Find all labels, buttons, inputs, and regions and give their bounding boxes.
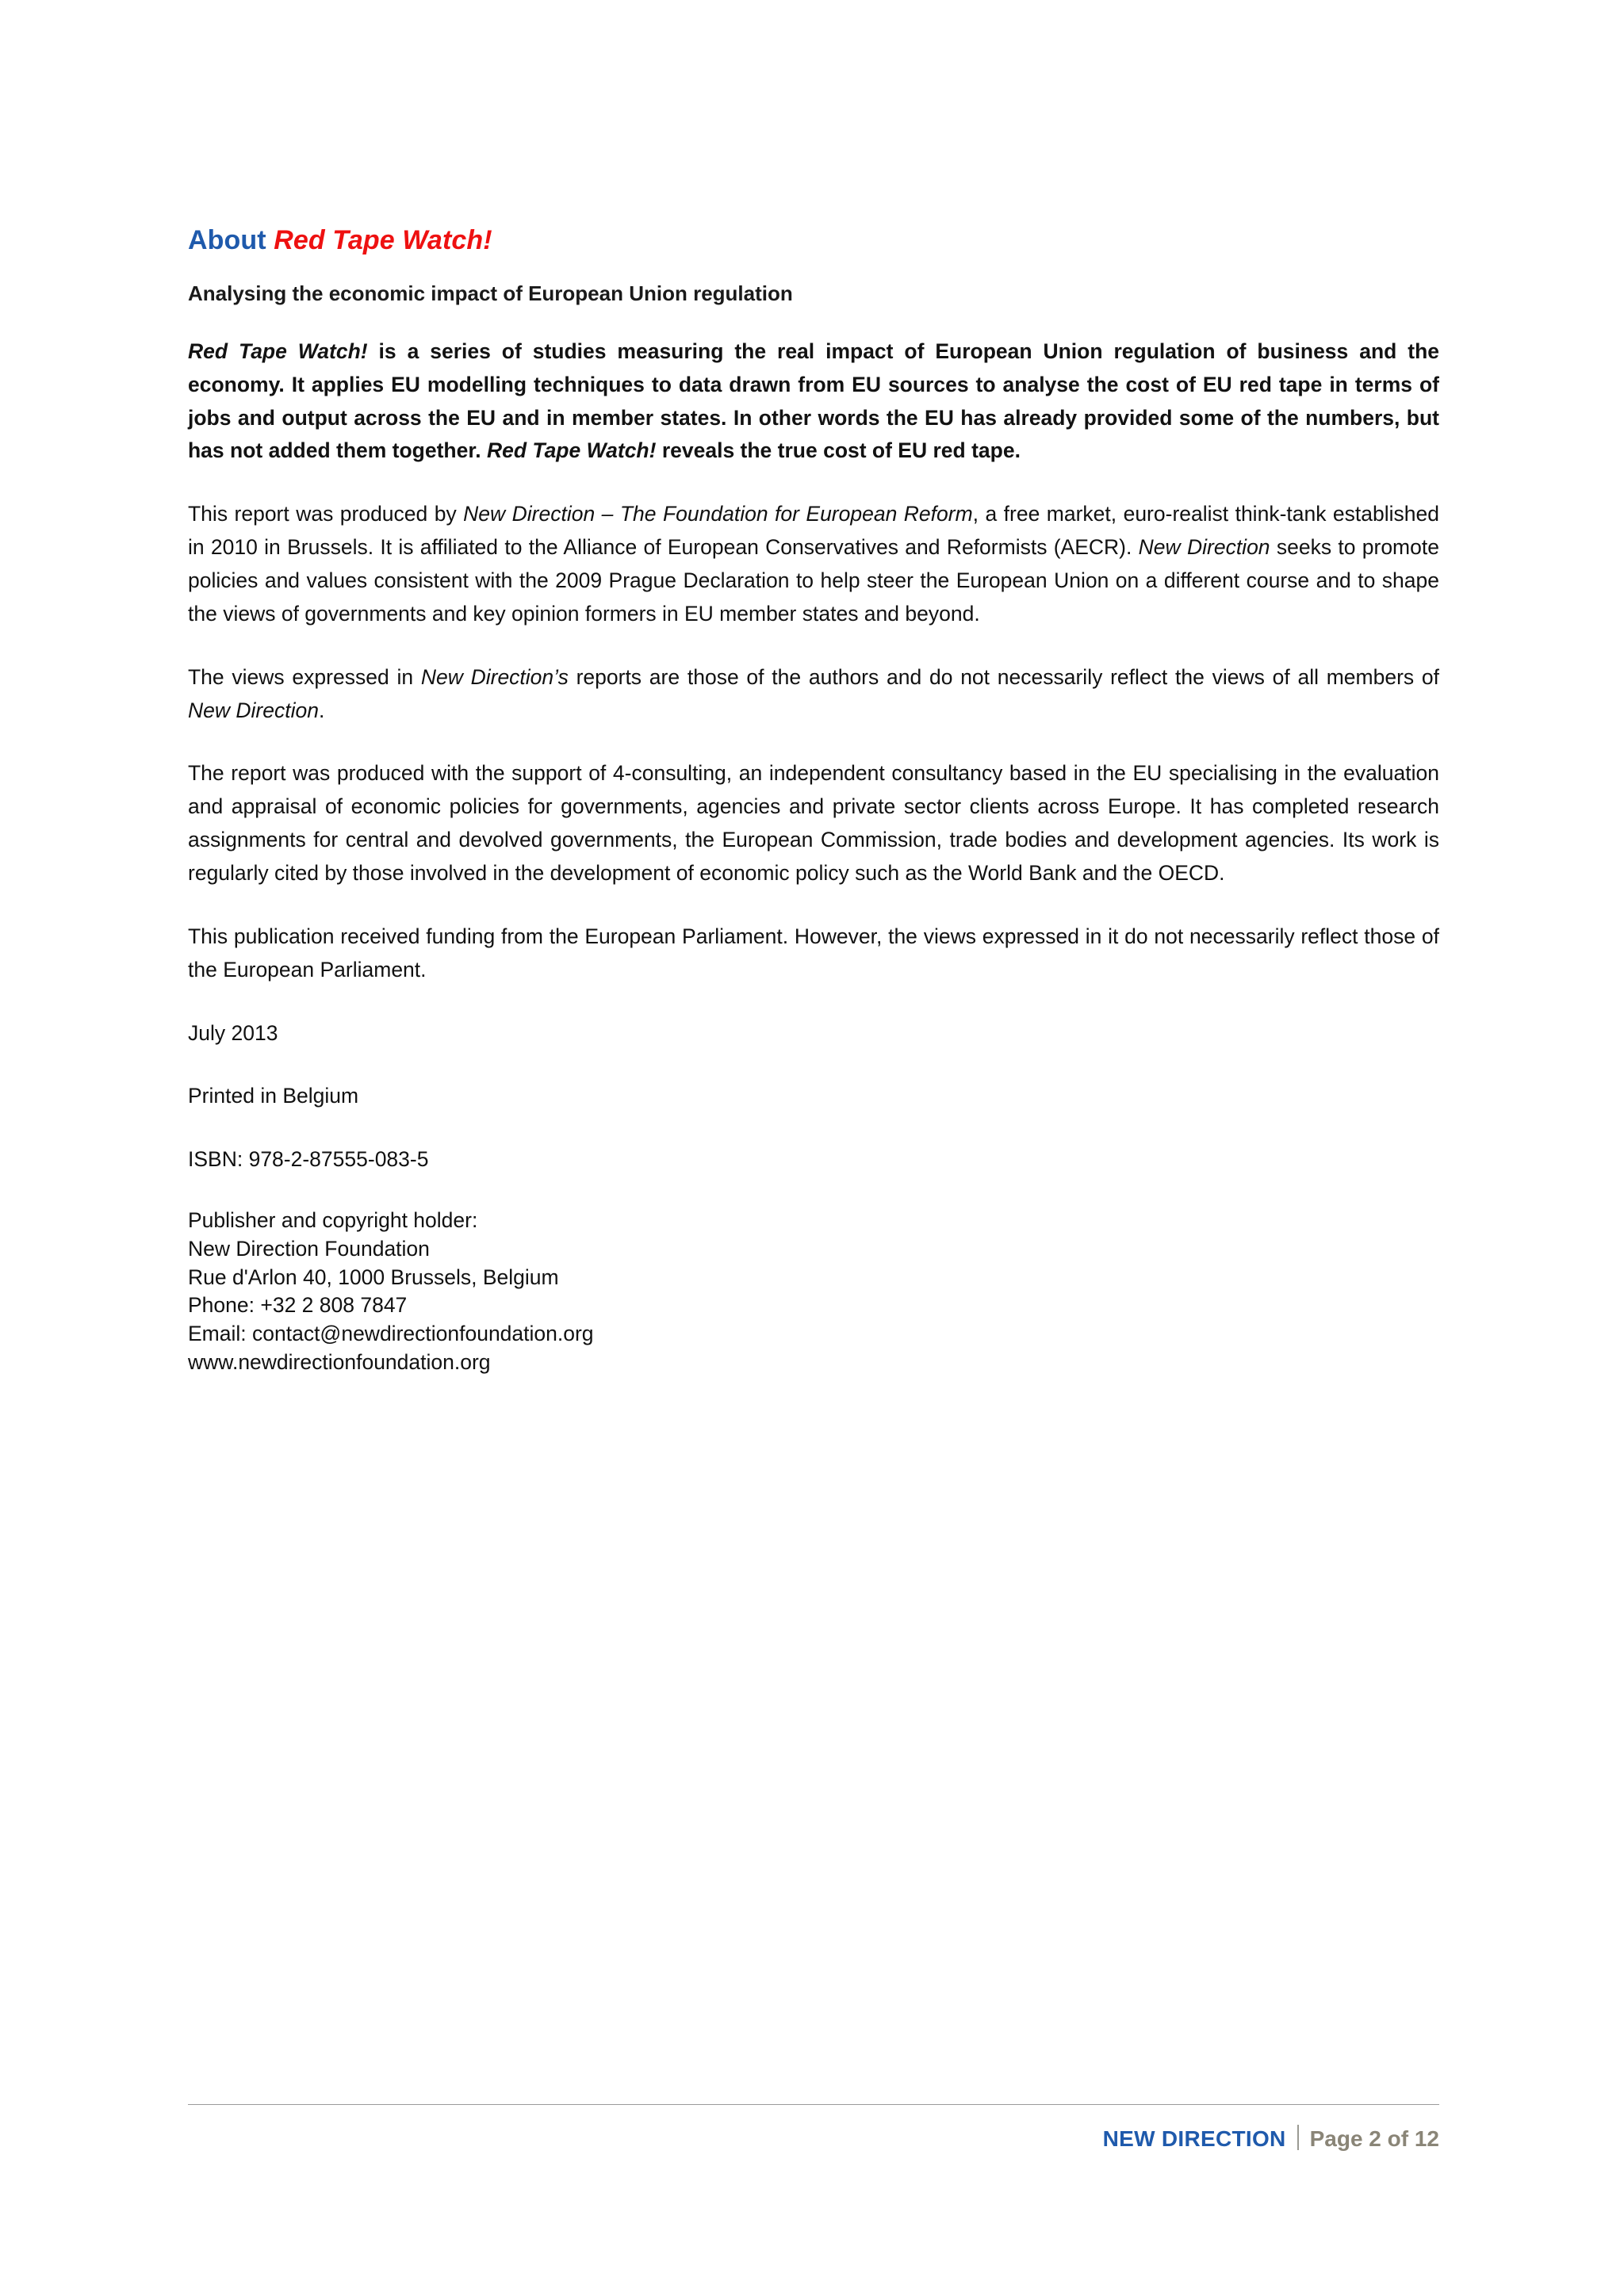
lead-emphasis-2: Red Tape Watch!	[486, 438, 657, 463]
publisher-address: Rue d'Arlon 40, 1000 Brussels, Belgium	[188, 1265, 559, 1289]
page-title-prefix: About	[188, 225, 274, 255]
publisher-heading: Publisher and copyright holder:	[188, 1208, 478, 1233]
publication-date: July 2013	[188, 1020, 278, 1045]
publisher-block	[188, 1207, 1439, 1377]
page-content	[188, 224, 1439, 1377]
isbn: ISBN: 978-2-87555-083-5	[188, 1147, 429, 1172]
footer-divider	[188, 2104, 1439, 2105]
para1-text-a: This report was produced by	[188, 502, 464, 526]
para1-text-b: , a free market, euro-realist think-tank established in 2010 in Brussels. It is affiliated to the Alliance of European Conservatives and Reformists (AECR).	[188, 502, 1439, 560]
page-footer	[188, 2104, 1439, 2152]
lead-emphasis-1: Red Tape Watch!	[188, 339, 368, 363]
printed-in: Printed in Belgium	[188, 1084, 359, 1108]
footer-separator-icon	[1297, 2125, 1299, 2150]
page-title	[188, 224, 1439, 258]
publisher-name: New Direction Foundation	[188, 1236, 430, 1261]
paragraph-eu-parliament-funding: This publication received funding from the European Parliament. However, the views expressed in it do not necessarily reflect those of the European Parliament.	[188, 924, 1439, 982]
para2-emphasis-1: New Direction’s	[420, 664, 569, 689]
publisher-email: Email: contact@newdirectionfoundation.org	[188, 1322, 594, 1346]
para2-text-b: reports are those of the authors and do not necessarily reflect the views of all members of	[568, 664, 1440, 689]
footer-brand: NEW DIRECTION	[1102, 2126, 1286, 2151]
para2-emphasis-2: New Direction	[188, 698, 319, 722]
para1-text-c: seeks to promote policies and values consistent with the 2009 Prague Declaration to help steer the European Union on a different course and to shape the views of governments and key opinion formers in EU member states and beyond.	[188, 535, 1439, 626]
lead-paragraph	[188, 335, 1439, 468]
page-title-emphasis: Red Tape Watch!	[274, 225, 492, 255]
paragraph-4consulting: The report was produced with the support of 4-consulting, an independent consultancy based in the EU specialising in the evaluation and appraisal of economic policies for governments, agencies and private sector clients across Europe. It has completed research assignments for central and devolved governments, the European Commission, trade bodies and development agencies. Its work is regularly cited by those involved in the development of economic policy such as the World Bank and the OECD.	[188, 761, 1439, 885]
lead-text-2: reveals the true cost of EU red tape.	[656, 438, 1021, 463]
lead-text-1: is a series of studies measuring the real impact of European Union regulation of business and the economy. It applies EU modelling techniques to data drawn from EU sources to analyse the cost of EU red tape in terms of jobs and output across the EU and in member states. In other words the EU has already provided some of the numbers, but has not added them together.	[188, 339, 1439, 463]
para2-text-c: .	[318, 698, 325, 722]
footer-page-number: Page 2 of 12	[1309, 2126, 1439, 2151]
footer-row	[188, 2121, 1439, 2152]
para2-text-a: The views expressed in	[188, 664, 421, 689]
para1-emphasis-2: New Direction	[1138, 535, 1270, 560]
publisher-website: www.newdirectionfoundation.org	[188, 1349, 491, 1374]
subtitle: Analysing the economic impact of European Union regulation	[188, 281, 793, 305]
paragraph-disclaimer-views	[188, 661, 1439, 728]
paragraph-about-new-direction	[188, 498, 1439, 630]
publisher-phone: Phone: +32 2 808 7847	[188, 1293, 408, 1318]
para1-emphasis-1: New Direction – The Foundation for European Reform	[463, 502, 973, 526]
